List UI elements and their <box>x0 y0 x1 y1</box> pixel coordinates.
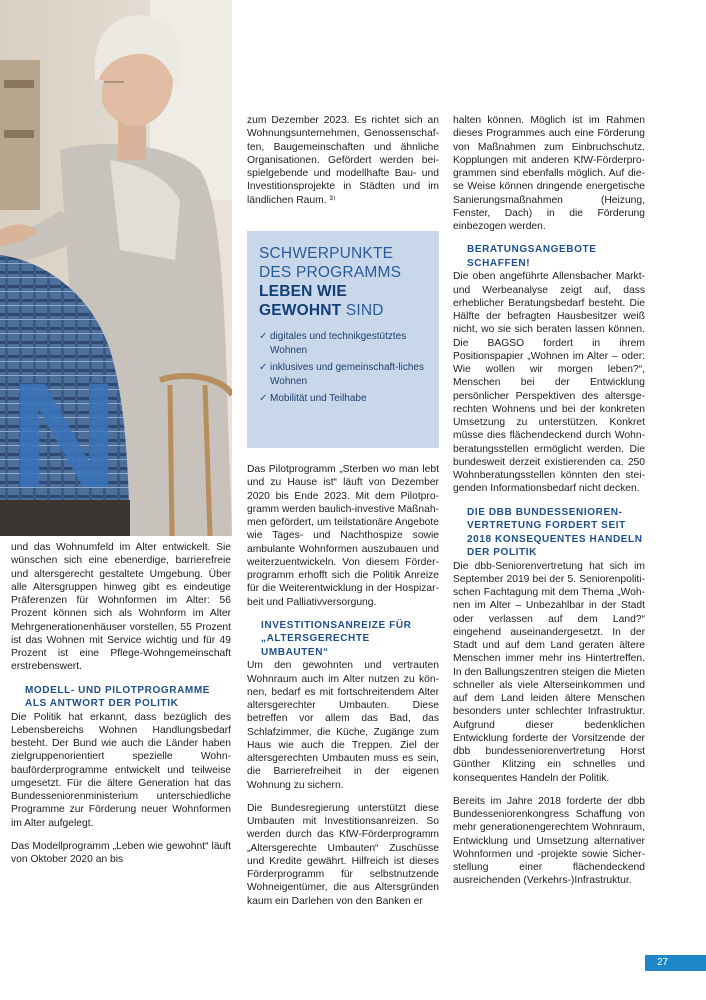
list-item: ✓ inklusives und gemeinschaft-liches Wohnen <box>259 362 424 387</box>
paragraph: Bereits im Jahre 2018 forderte der dbb Bundesseniorenkongress Schaffung von mehr generationengerechtem Wohnraum, Entwicklung und Umsetzung alternativer Wohnformen und -projekte sowie Sicherstellung einer flächendeckend ausreichenden (Verkehrs-)Infrastruktur. <box>453 795 645 887</box>
article-column-2-top <box>247 114 439 207</box>
info-box <box>247 231 439 448</box>
paragraph: Das Modellprogramm „Leben wie gewohnt“ läuft von Oktober 2020 an bis <box>11 840 231 865</box>
paragraph: und das Wohnumfeld im Alter entwickelt. Sie wünschen sich eine ebenerdige, barrierefreie und altersgerecht gestaltete Umgebung. Über alle Altersgruppen hinweg gibt es eindeutige Präferenzen für Wohnformen im Alter: 56 Prozent können sich als Wohnform im Alter Mehrgenerationenhäuser vorstellen, 55 Prozent ist das Wohnen mit Service wichtig und für 49 Prozent ist eine Pflege-Wohngemeinschaft erstrebenswert. <box>11 542 231 673</box>
paragraph: zum Dezember 2023. Es richtet sich an Wohnungsunternehmen, Genossenschaften, Baugemeinschaften und ähnliche Organisationen. Gefördert werden beispielgebende und modellhafte Bau- und Investitionsprojekte in Städten und im ländlichen Raum. ³⁾ <box>247 115 439 206</box>
section-heading: INVESTITIONSANREIZE FÜR „ALTERSGERECHTE UMBAUTEN“ <box>261 619 412 658</box>
paragraph: Die Bundesregierung unterstützt diese Umbauten mit Investitionsanreizen. So werden durch das KfW-Förderprogramm „Altersgerechte Umbauten“ Zuschüsse und Kredite gewährt. Hilfreich ist dieses Förderprogramm für selbstnutzende Wohneigentümer, die aus Altersgründen kaum ein Darlehen von den Banken er <box>247 802 439 907</box>
paragraph: Die Politik hat erkannt, dass bezüglich des Lebensbereichs Wohnen Handlungsbedarf besteht. Der Bund wie auch die Länder haben zielgruppenorientiert spezielle Wohnbauförderprogramme entwickelt und teilweise umgesetzt. Für die ältere Generation hat das Bundesseniorenministerium unterschiedliche Programme zur Förderung neuer Wohnformen im Alter aufgelegt. <box>11 711 231 829</box>
article-photo <box>0 0 232 536</box>
paragraph: Die oben angeführte Allensbacher Markt- und Werbeanalyse zeigt auf, dass erheblicher Beratungsbedarf besteht. Die Hälfte der befragten Hausbesitzer weiß nicht, wo sie sich beraten lassen können. Die BAGSO fordert in ihrem Positionspapier „Wohnen im Alter – oder: Wie wollen wir morgen leben?“, Menschen bei der Entwicklung persönlicher Perspektiven des altersgerechten Wohnens und bei der konkreten Umsetzung zu unterstützen. Konkret müsse dies flächendeckend durch Wohnberatungsstellen ermöglicht werden. Die bundesweit derzeit existierenden ca. 250 Wohnberatungsstellen könnten den steigenden Informationsbedarf nicht decken. <box>453 271 645 495</box>
paragraph: Das Pilotprogramm „Sterben wo man lebt und zu Hause ist“ läuft von Dezember 2020 bis Ende 2023. Mit dem Pilotprogramm werden baulich-investive Maßnahmen gefördert, um teilstationäre Angebote wie Tages- und Nachthospize sowie ambulante Wohnformen auszubauen und weiterzuentwickeln. Von diesem Förderprogramm erhofft sich die Politik Anreize für die Weiterentwicklung in der Hospizarbeit und Palliativversorgung. <box>247 464 439 608</box>
info-box-title: SCHWERPUNKTE DES PROGRAMMS LEBEN WIE GEWOHNT SIND <box>259 245 402 319</box>
article-column-3 <box>453 114 645 888</box>
drop-letter-n-graphic: N <box>10 351 119 519</box>
list-item: ✓ Mobilität und Teilhabe <box>259 393 367 404</box>
list-item: ✓ digitales und technikgestütztes Wohnen <box>259 331 407 356</box>
check-icon: ✓ <box>259 331 268 342</box>
page-number: 27 <box>645 955 706 971</box>
check-icon: ✓ <box>259 362 268 373</box>
check-icon: ✓ <box>259 393 268 404</box>
info-box-list <box>259 330 429 406</box>
paragraph: Um den gewohnten und vertrauten Wohnraum auch im Alter nutzen zu können, bedarf es mit fortschreitendem Alter altersgerechter Umbauten. Diese betreffen vor allem das Bad, das Schlafzimmer, die Küche, Zugänge zum Haus wie auch die Treppen. Ziel der altersgerechten Umbauten muss es sein, die Barrierefreiheit in der eigenen Wohnung zu sichern. <box>247 660 439 791</box>
section-heading: BERATUNGSANGEBOTE SCHAFFEN! <box>467 244 597 269</box>
paragraph: Die dbb-Seniorenvertretung hat sich im September 2019 bei der 5. Seniorenpolitischen Fachtagung mit dem Thema „Wohnen im Alter – Unbezahlbar in der Stadt oder verlassen auf dem Land?“ eingehend auseinandergesetzt. In der Stadt und auf dem Land geraten ältere Menschen immer mehr ins Hintertreffen. In den Ballungszentren steigen die Mieten schneller als viele Alterseinkommen und auf dem Land leiden ältere Menschen besonders unter schlechter Infrastruktur. Aufgrund dieser bedenklichen Entwicklung forderte der Vorsitzende der dbb bundesseniorenvertretung Horst Günther Klitzing ein schnelles und konsequentes Handeln der Politik. <box>453 560 645 784</box>
section-heading: MODELL- UND PILOTPROGRAMME ALS ANTWORT DER POLITIK <box>25 684 211 709</box>
section-heading: DIE DBB BUNDESSENIORENVERTRETUNG FORDERT SEIT 2018 KONSEQUENTES HANDELN DER POLITIK <box>467 506 643 558</box>
paragraph: halten können. Möglich ist im Rahmen dieses Programmes auch eine Förderung von Maßnahmen zum Einbruchschutz. Kopplungen mit anderen KfW-Förderprogrammen sind ebenfalls möglich. Auf diese Weise können dringende energetische Sanierungsmaßnahmen (Heizung, Fenster, Dach) in die Förderung einbezogen werden. <box>453 115 645 232</box>
article-column-2-bottom <box>247 463 439 908</box>
photo-illustration <box>0 0 232 536</box>
article-column-1 <box>11 541 231 866</box>
